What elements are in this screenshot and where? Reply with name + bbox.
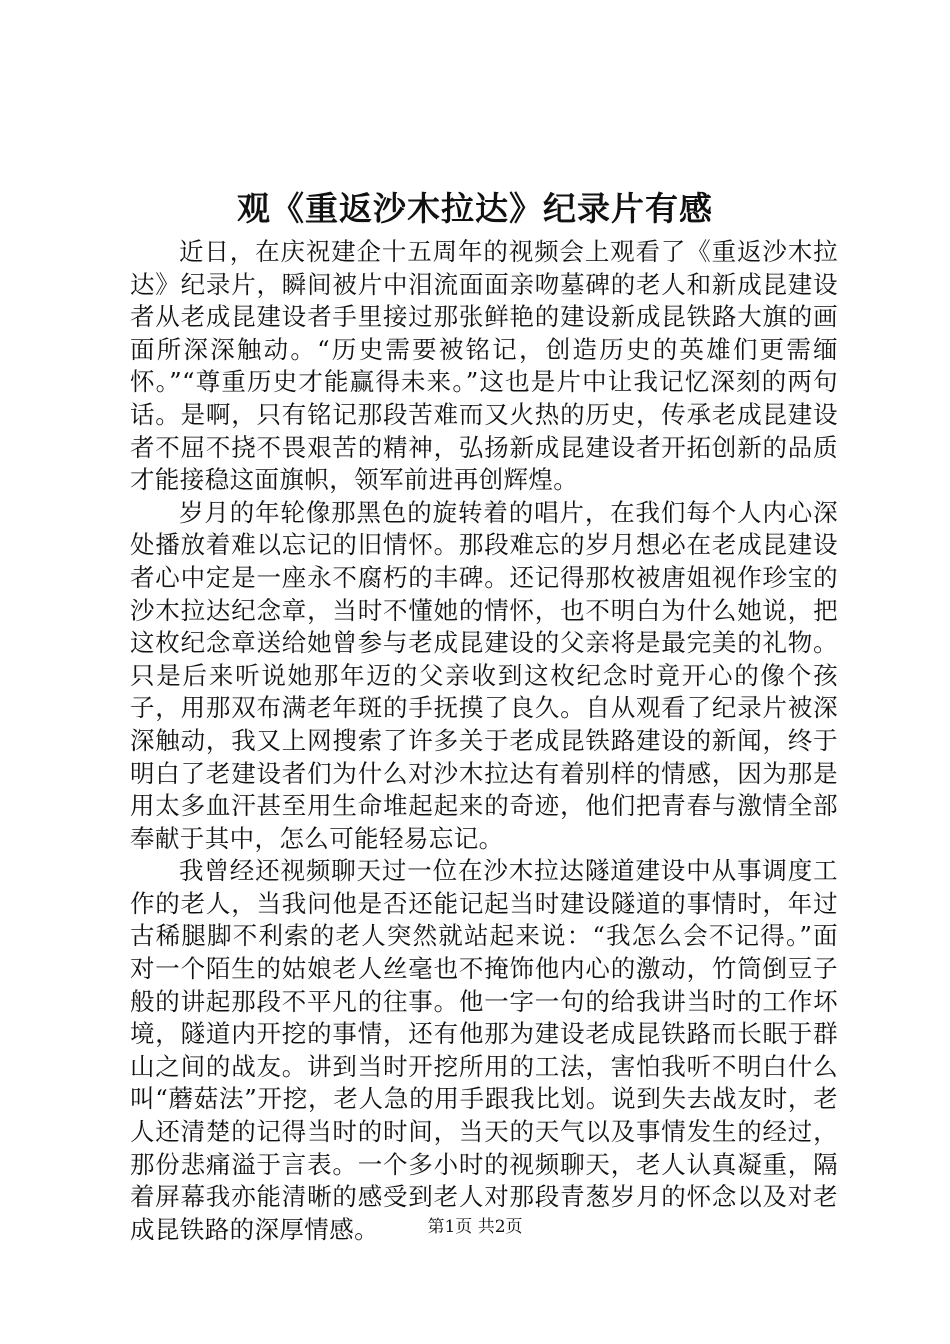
document-title: 观《重返沙木拉达》纪录片有感: [237, 189, 713, 228]
paragraph-3: 我曾经还视频聊天过一位在沙木拉达隧道建设中从事调度工作的老人，当我问他是否还能记起当时建设隧道的事情时，年过古稀腿脚不利索的老人突然就站起来说：“我怎么会不记得。”面对一个陌生的姑娘老人丝毫也不掩饰他内心的激动，竹筒倒豆子般的讲起那段不平凡的往事。他一字一句的给我讲当时的工作坏境，隧道内开挖的事情，还有他那为建设老成昆铁路而长眠于群山之间的战友。讲到当时开挖所用的工法，害怕我听不明白什么叫“蘑菇法”开挖，老人急的用手跟我比划。说到失去战友时，老人还清楚的记得当时的时间，当天的天气以及事情发生的经过，那份悲痛溢于言表。一个多小时的视频聊天，老人认真凝重，隔着屏幕我亦能清晰的感受到老人对那段青葱岁月的怀念以及对老成昆铁路的深厚情感。: [130, 856, 838, 1244]
page-footer: 第1页 共2页: [427, 1217, 523, 1237]
paragraph-1: 近日，在庆祝建企十五周年的视频会上观看了《重返沙木拉达》纪录片，瞬间被片中泪流面面亲吻墓碑的老人和新成昆建设者从老成昆建设者手里接过那张鲜艳的建设新成昆铁路大旗的画面所深深触动。“历史需要被铭记，创造历史的英雄们更需缅怀。”“尊重历史才能赢得未来。”这也是片中让我记忆深刻的两句话。是啊，只有铭记那段苦难而又火热的历史，传承老成昆建设者不屈不挠不畏艰苦的精神，弘扬新成昆建设者开拓创新的品质才能接稳这面旗帜，领军前进再创辉煌。: [130, 237, 838, 495]
document-body: [130, 236, 838, 1246]
paragraph-2: 岁月的年轮像那黑色的旋转着的唱片，在我们每个人内心深处播放着难以忘记的旧情怀。那段难忘的岁月想必在老成昆建设者心中定是一座永不腐朽的丰碑。还记得那枚被唐姐视作珍宝的沙木拉达纪念章，当时不懂她的情怀，也不明白为什么她说，把这枚纪念章送给她曾参与老成昆建设的父亲将是最完美的礼物。只是后来听说她那年迈的父亲收到这枚纪念时竟开心的像个孩子，用那双布满老年斑的手抚摸了良久。自从观看了纪录片被深深触动，我又上网搜索了许多关于老成昆铁路建设的新闻，终于明白了老建设者们为什么对沙木拉达有着别样的情感，因为那是用太多血汗甚至用生命堆起起来的奇迹，他们把青春与激情全部奉献于其中，怎么可能轻易忘记。: [130, 497, 838, 853]
